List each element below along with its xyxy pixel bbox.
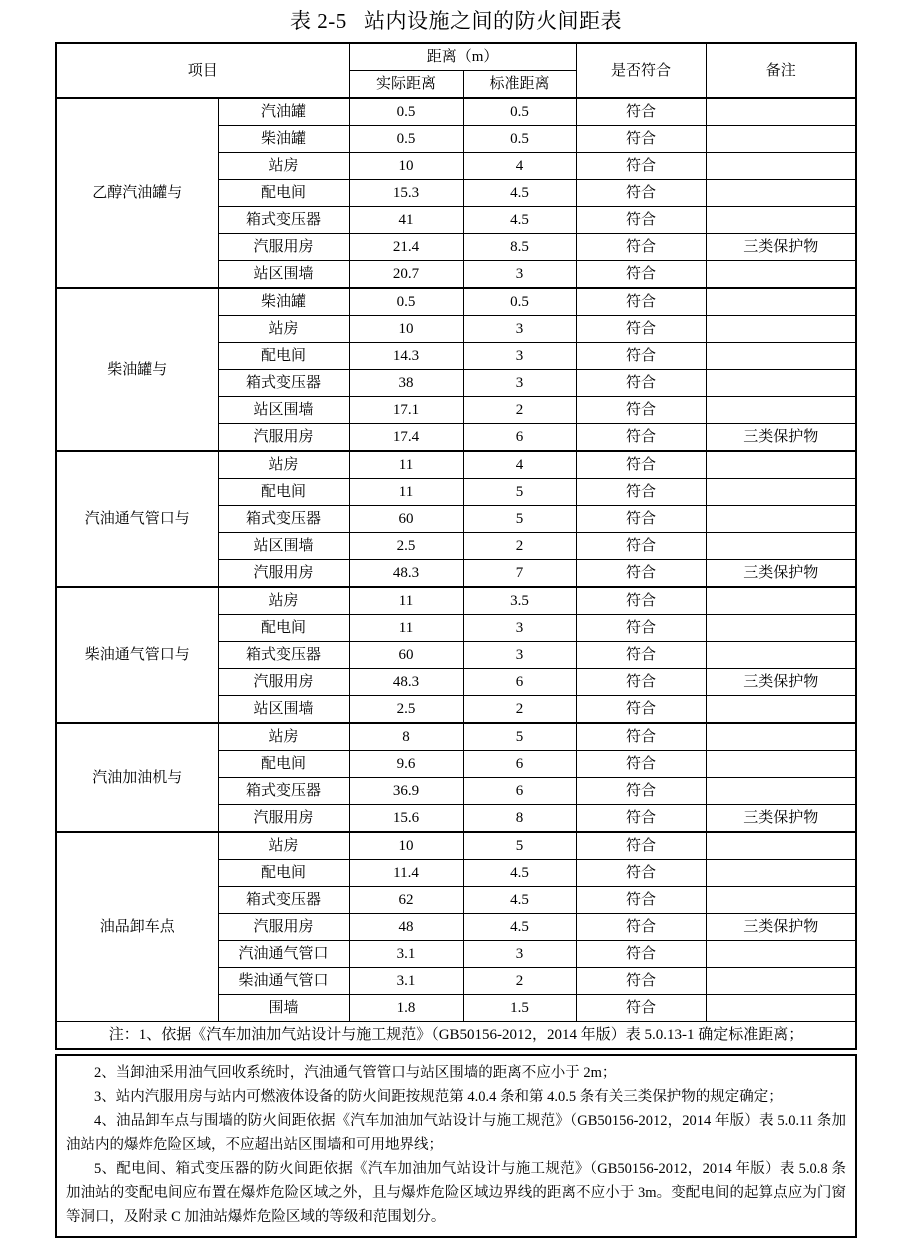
cell-item: 汽油通气管口	[218, 941, 349, 968]
cell-item: 箱式变压器	[218, 778, 349, 805]
cell-compliant: 符合	[576, 316, 706, 343]
cell-actual-distance: 62	[349, 887, 463, 914]
cell-remark	[706, 832, 856, 860]
cell-remark	[706, 397, 856, 424]
cell-remark	[706, 615, 856, 642]
cell-standard-distance: 8	[463, 805, 576, 833]
cell-item: 站区围墙	[218, 397, 349, 424]
notes-box	[55, 1054, 857, 1238]
cell-item: 柴油罐	[218, 288, 349, 316]
cell-actual-distance: 10	[349, 316, 463, 343]
cell-item: 站房	[218, 832, 349, 860]
cell-actual-distance: 2.5	[349, 696, 463, 724]
cell-actual-distance: 11	[349, 479, 463, 506]
cell-standard-distance: 3	[463, 343, 576, 370]
cell-item: 站区围墙	[218, 261, 349, 289]
cell-standard-distance: 0.5	[463, 288, 576, 316]
cell-compliant: 符合	[576, 479, 706, 506]
cell-actual-distance: 15.6	[349, 805, 463, 833]
cell-compliant: 符合	[576, 642, 706, 669]
cell-remark: 三类保护物	[706, 914, 856, 941]
header-distance-group: 距离（m）	[349, 43, 576, 71]
cell-compliant: 符合	[576, 424, 706, 452]
group-label: 油品卸车点	[56, 832, 218, 1022]
table-row	[56, 451, 856, 479]
table-row	[56, 723, 856, 751]
cell-compliant: 符合	[576, 968, 706, 995]
cell-item: 箱式变压器	[218, 887, 349, 914]
cell-standard-distance: 0.5	[463, 98, 576, 126]
note-row	[56, 1022, 856, 1050]
cell-item: 围墙	[218, 995, 349, 1022]
cell-item: 汽服用房	[218, 560, 349, 588]
cell-compliant: 符合	[576, 397, 706, 424]
cell-remark	[706, 751, 856, 778]
cell-item: 汽服用房	[218, 234, 349, 261]
cell-standard-distance: 4	[463, 153, 576, 180]
cell-remark	[706, 642, 856, 669]
cell-standard-distance: 6	[463, 669, 576, 696]
group-label: 柴油罐与	[56, 288, 218, 451]
fire-distance-table	[55, 42, 857, 1050]
cell-item: 汽服用房	[218, 805, 349, 833]
cell-compliant: 符合	[576, 887, 706, 914]
cell-remark	[706, 288, 856, 316]
cell-compliant: 符合	[576, 370, 706, 397]
cell-actual-distance: 21.4	[349, 234, 463, 261]
note-3: 3、站内汽服用房与站内可燃液体设备的防火间距按规范第 4.0.4 条和第 4.0.5 条有关三类保护物的规定确定；	[94, 1089, 783, 1105]
cell-remark	[706, 153, 856, 180]
cell-actual-distance: 0.5	[349, 126, 463, 153]
cell-remark	[706, 533, 856, 560]
cell-item: 汽服用房	[218, 669, 349, 696]
cell-actual-distance: 20.7	[349, 261, 463, 289]
cell-item: 站区围墙	[218, 696, 349, 724]
cell-standard-distance: 2	[463, 968, 576, 995]
cell-compliant: 符合	[576, 153, 706, 180]
cell-item: 柴油罐	[218, 126, 349, 153]
cell-remark	[706, 343, 856, 370]
cell-remark	[706, 887, 856, 914]
cell-actual-distance: 38	[349, 370, 463, 397]
cell-item: 配电间	[218, 479, 349, 506]
cell-standard-distance: 5	[463, 506, 576, 533]
cell-actual-distance: 11	[349, 451, 463, 479]
fire-distance-table-wrapper	[55, 42, 857, 1050]
table-row	[56, 832, 856, 860]
cell-remark	[706, 778, 856, 805]
cell-actual-distance: 48.3	[349, 560, 463, 588]
cell-compliant: 符合	[576, 126, 706, 153]
cell-standard-distance: 7	[463, 560, 576, 588]
cell-actual-distance: 15.3	[349, 180, 463, 207]
cell-item: 配电间	[218, 343, 349, 370]
header-actual-distance: 实际距离	[349, 71, 463, 99]
cell-item: 站房	[218, 451, 349, 479]
cell-item: 站房	[218, 153, 349, 180]
cell-compliant: 符合	[576, 343, 706, 370]
cell-compliant: 符合	[576, 995, 706, 1022]
cell-item: 箱式变压器	[218, 506, 349, 533]
table-row	[56, 587, 856, 615]
header-standard-distance: 标准距离	[463, 71, 576, 99]
cell-compliant: 符合	[576, 941, 706, 968]
cell-item: 箱式变压器	[218, 642, 349, 669]
cell-item: 配电间	[218, 615, 349, 642]
header-remark: 备注	[706, 43, 856, 98]
cell-compliant: 符合	[576, 751, 706, 778]
cell-standard-distance: 4	[463, 451, 576, 479]
cell-actual-distance: 0.5	[349, 288, 463, 316]
cell-actual-distance: 48.3	[349, 669, 463, 696]
cell-item: 站房	[218, 316, 349, 343]
cell-remark	[706, 860, 856, 887]
cell-item: 箱式变压器	[218, 207, 349, 234]
cell-standard-distance: 3	[463, 370, 576, 397]
cell-standard-distance: 6	[463, 424, 576, 452]
cell-standard-distance: 3	[463, 261, 576, 289]
cell-remark	[706, 587, 856, 615]
cell-compliant: 符合	[576, 860, 706, 887]
cell-remark	[706, 126, 856, 153]
cell-item: 站房	[218, 723, 349, 751]
cell-compliant: 符合	[576, 207, 706, 234]
page-title: 表 2-5 站内设施之间的防火间距表	[290, 9, 622, 33]
cell-remark	[706, 261, 856, 289]
cell-item: 配电间	[218, 860, 349, 887]
note-4: 4、油品卸车点与围墙的防火间距依据《汽车加油加气站设计与施工规范》（GB50156-2012，2014 年版）表 5.0.11 条加油站内的爆炸危险区域，不应超出站区围墙和可用地界线；	[66, 1113, 846, 1153]
cell-remark	[706, 180, 856, 207]
cell-standard-distance: 3	[463, 941, 576, 968]
cell-remark	[706, 941, 856, 968]
note-2: 2、当卸油采用油气回收系统时，汽油通气管管口与站区围墙的距离不应小于 2m；	[94, 1065, 617, 1081]
cell-remark: 三类保护物	[706, 234, 856, 261]
cell-actual-distance: 9.6	[349, 751, 463, 778]
cell-standard-distance: 6	[463, 751, 576, 778]
cell-compliant: 符合	[576, 778, 706, 805]
cell-actual-distance: 3.1	[349, 941, 463, 968]
cell-actual-distance: 11	[349, 587, 463, 615]
cell-compliant: 符合	[576, 288, 706, 316]
cell-actual-distance: 11.4	[349, 860, 463, 887]
cell-remark: 三类保护物	[706, 805, 856, 833]
header-row-1	[56, 43, 856, 71]
cell-remark	[706, 207, 856, 234]
cell-item: 汽服用房	[218, 424, 349, 452]
note-1: 注：1、依据《汽车加油加气站设计与施工规范》（GB50156-2012，2014 年版）表 5.0.13-1 确定标准距离；	[56, 1022, 856, 1050]
cell-remark: 三类保护物	[706, 560, 856, 588]
cell-actual-distance: 14.3	[349, 343, 463, 370]
cell-actual-distance: 48	[349, 914, 463, 941]
cell-standard-distance: 2	[463, 696, 576, 724]
cell-standard-distance: 5	[463, 723, 576, 751]
cell-compliant: 符合	[576, 723, 706, 751]
cell-actual-distance: 60	[349, 506, 463, 533]
cell-remark: 三类保护物	[706, 424, 856, 452]
cell-compliant: 符合	[576, 696, 706, 724]
cell-actual-distance: 1.8	[349, 995, 463, 1022]
cell-item: 站房	[218, 587, 349, 615]
cell-actual-distance: 3.1	[349, 968, 463, 995]
cell-actual-distance: 10	[349, 832, 463, 860]
table-body	[56, 98, 856, 1049]
cell-remark: 三类保护物	[706, 669, 856, 696]
cell-remark	[706, 316, 856, 343]
cell-standard-distance: 3	[463, 316, 576, 343]
cell-compliant: 符合	[576, 560, 706, 588]
header-compliant: 是否符合	[576, 43, 706, 98]
cell-standard-distance: 8.5	[463, 234, 576, 261]
cell-compliant: 符合	[576, 533, 706, 560]
group-label: 汽油加油机与	[56, 723, 218, 832]
cell-remark	[706, 968, 856, 995]
cell-actual-distance: 8	[349, 723, 463, 751]
cell-actual-distance: 0.5	[349, 98, 463, 126]
cell-remark	[706, 370, 856, 397]
cell-compliant: 符合	[576, 832, 706, 860]
cell-compliant: 符合	[576, 451, 706, 479]
cell-remark	[706, 479, 856, 506]
group-label: 柴油通气管口与	[56, 587, 218, 723]
cell-remark	[706, 995, 856, 1022]
cell-standard-distance: 0.5	[463, 126, 576, 153]
cell-standard-distance: 3	[463, 615, 576, 642]
cell-standard-distance: 4.5	[463, 914, 576, 941]
cell-actual-distance: 11	[349, 615, 463, 642]
cell-item: 配电间	[218, 180, 349, 207]
cell-compliant: 符合	[576, 615, 706, 642]
note-5: 5、配电间、箱式变压器的防火间距依据《汽车加油加气站设计与施工规范》（GB50156-2012，2014 年版）表 5.0.8 条加油站的变配电间应布置在爆炸危险区域之外，且与爆炸危险区域边界线的距离不应小于 3m。变配电间的起算点应为门窗等洞口，及附录 C 加油站爆炸危险区域的等级和范围划分。	[66, 1161, 846, 1225]
group-label: 乙醇汽油罐与	[56, 98, 218, 288]
cell-actual-distance: 60	[349, 642, 463, 669]
cell-compliant: 符合	[576, 587, 706, 615]
cell-item: 汽服用房	[218, 914, 349, 941]
cell-standard-distance: 5	[463, 832, 576, 860]
cell-compliant: 符合	[576, 506, 706, 533]
cell-compliant: 符合	[576, 261, 706, 289]
cell-item: 配电间	[218, 751, 349, 778]
table-row	[56, 288, 856, 316]
cell-compliant: 符合	[576, 98, 706, 126]
cell-actual-distance: 17.1	[349, 397, 463, 424]
table-head	[56, 43, 856, 98]
cell-compliant: 符合	[576, 180, 706, 207]
cell-actual-distance: 2.5	[349, 533, 463, 560]
cell-item: 箱式变压器	[218, 370, 349, 397]
cell-standard-distance: 3.5	[463, 587, 576, 615]
cell-remark	[706, 696, 856, 724]
table-row	[56, 98, 856, 126]
cell-compliant: 符合	[576, 234, 706, 261]
cell-actual-distance: 10	[349, 153, 463, 180]
header-item: 项目	[56, 43, 349, 98]
cell-item: 汽油罐	[218, 98, 349, 126]
cell-remark	[706, 98, 856, 126]
cell-remark	[706, 723, 856, 751]
cell-standard-distance: 4.5	[463, 180, 576, 207]
cell-compliant: 符合	[576, 914, 706, 941]
cell-standard-distance: 4.5	[463, 887, 576, 914]
cell-actual-distance: 36.9	[349, 778, 463, 805]
cell-standard-distance: 1.5	[463, 995, 576, 1022]
cell-standard-distance: 4.5	[463, 207, 576, 234]
cell-standard-distance: 2	[463, 397, 576, 424]
cell-standard-distance: 2	[463, 533, 576, 560]
cell-actual-distance: 17.4	[349, 424, 463, 452]
group-label: 汽油通气管口与	[56, 451, 218, 587]
cell-compliant: 符合	[576, 669, 706, 696]
cell-item: 柴油通气管口	[218, 968, 349, 995]
cell-standard-distance: 5	[463, 479, 576, 506]
cell-actual-distance: 41	[349, 207, 463, 234]
cell-standard-distance: 4.5	[463, 860, 576, 887]
cell-compliant: 符合	[576, 805, 706, 833]
cell-standard-distance: 3	[463, 642, 576, 669]
cell-remark	[706, 451, 856, 479]
cell-standard-distance: 6	[463, 778, 576, 805]
cell-remark	[706, 506, 856, 533]
cell-item: 站区围墙	[218, 533, 349, 560]
